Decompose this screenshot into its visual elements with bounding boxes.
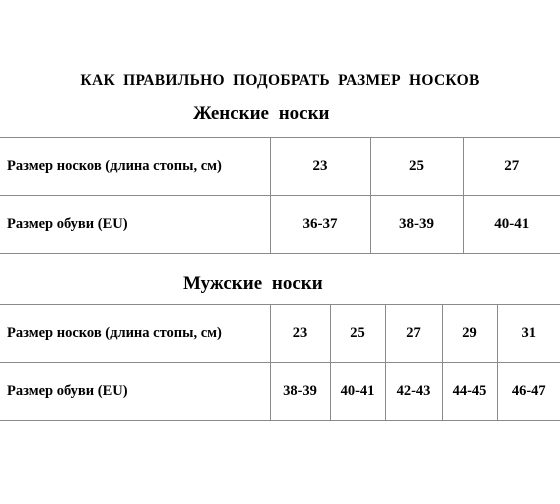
- women-section-title: Женские носки: [193, 103, 330, 124]
- page-title: КАК ПРАВИЛЬНО ПОДОБРАТЬ РАЗМЕР НОСКОВ: [80, 72, 480, 89]
- men-sock-size-row: [0, 305, 560, 363]
- men-section-title: Мужские носки: [183, 273, 323, 294]
- men-sock-size-cell: 31: [497, 305, 560, 363]
- men-shoe-size-label: Размер обуви (EU): [0, 363, 270, 421]
- men-shoe-size-cell: 44-45: [442, 363, 497, 421]
- women-shoe-size-cell: 40-41: [463, 196, 560, 254]
- women-sock-size-label: Размер носков (длина стопы, см): [0, 138, 270, 196]
- women-shoe-size-row: [0, 196, 560, 254]
- women-sock-size-cell: 27: [463, 138, 560, 196]
- women-shoe-size-cell: 36-37: [270, 196, 370, 254]
- men-shoe-size-row: [0, 363, 560, 421]
- men-sock-size-label: Размер носков (длина стопы, см): [0, 305, 270, 363]
- women-shoe-size-cell: 38-39: [370, 196, 463, 254]
- men-shoe-size-cell: 46-47: [497, 363, 560, 421]
- men-sock-size-cell: 23: [270, 305, 330, 363]
- women-sock-size-cell: 23: [270, 138, 370, 196]
- men-sock-size-cell: 29: [442, 305, 497, 363]
- women-shoe-size-label: Размер обуви (EU): [0, 196, 270, 254]
- men-sock-size-cell: 27: [385, 305, 442, 363]
- men-sock-size-cell: 25: [330, 305, 385, 363]
- men-shoe-size-cell: 42-43: [385, 363, 442, 421]
- men-shoe-size-cell: 38-39: [270, 363, 330, 421]
- women-size-table: [0, 137, 560, 254]
- women-sock-size-row: [0, 138, 560, 196]
- men-shoe-size-cell: 40-41: [330, 363, 385, 421]
- men-size-table: [0, 304, 560, 421]
- women-sock-size-cell: 25: [370, 138, 463, 196]
